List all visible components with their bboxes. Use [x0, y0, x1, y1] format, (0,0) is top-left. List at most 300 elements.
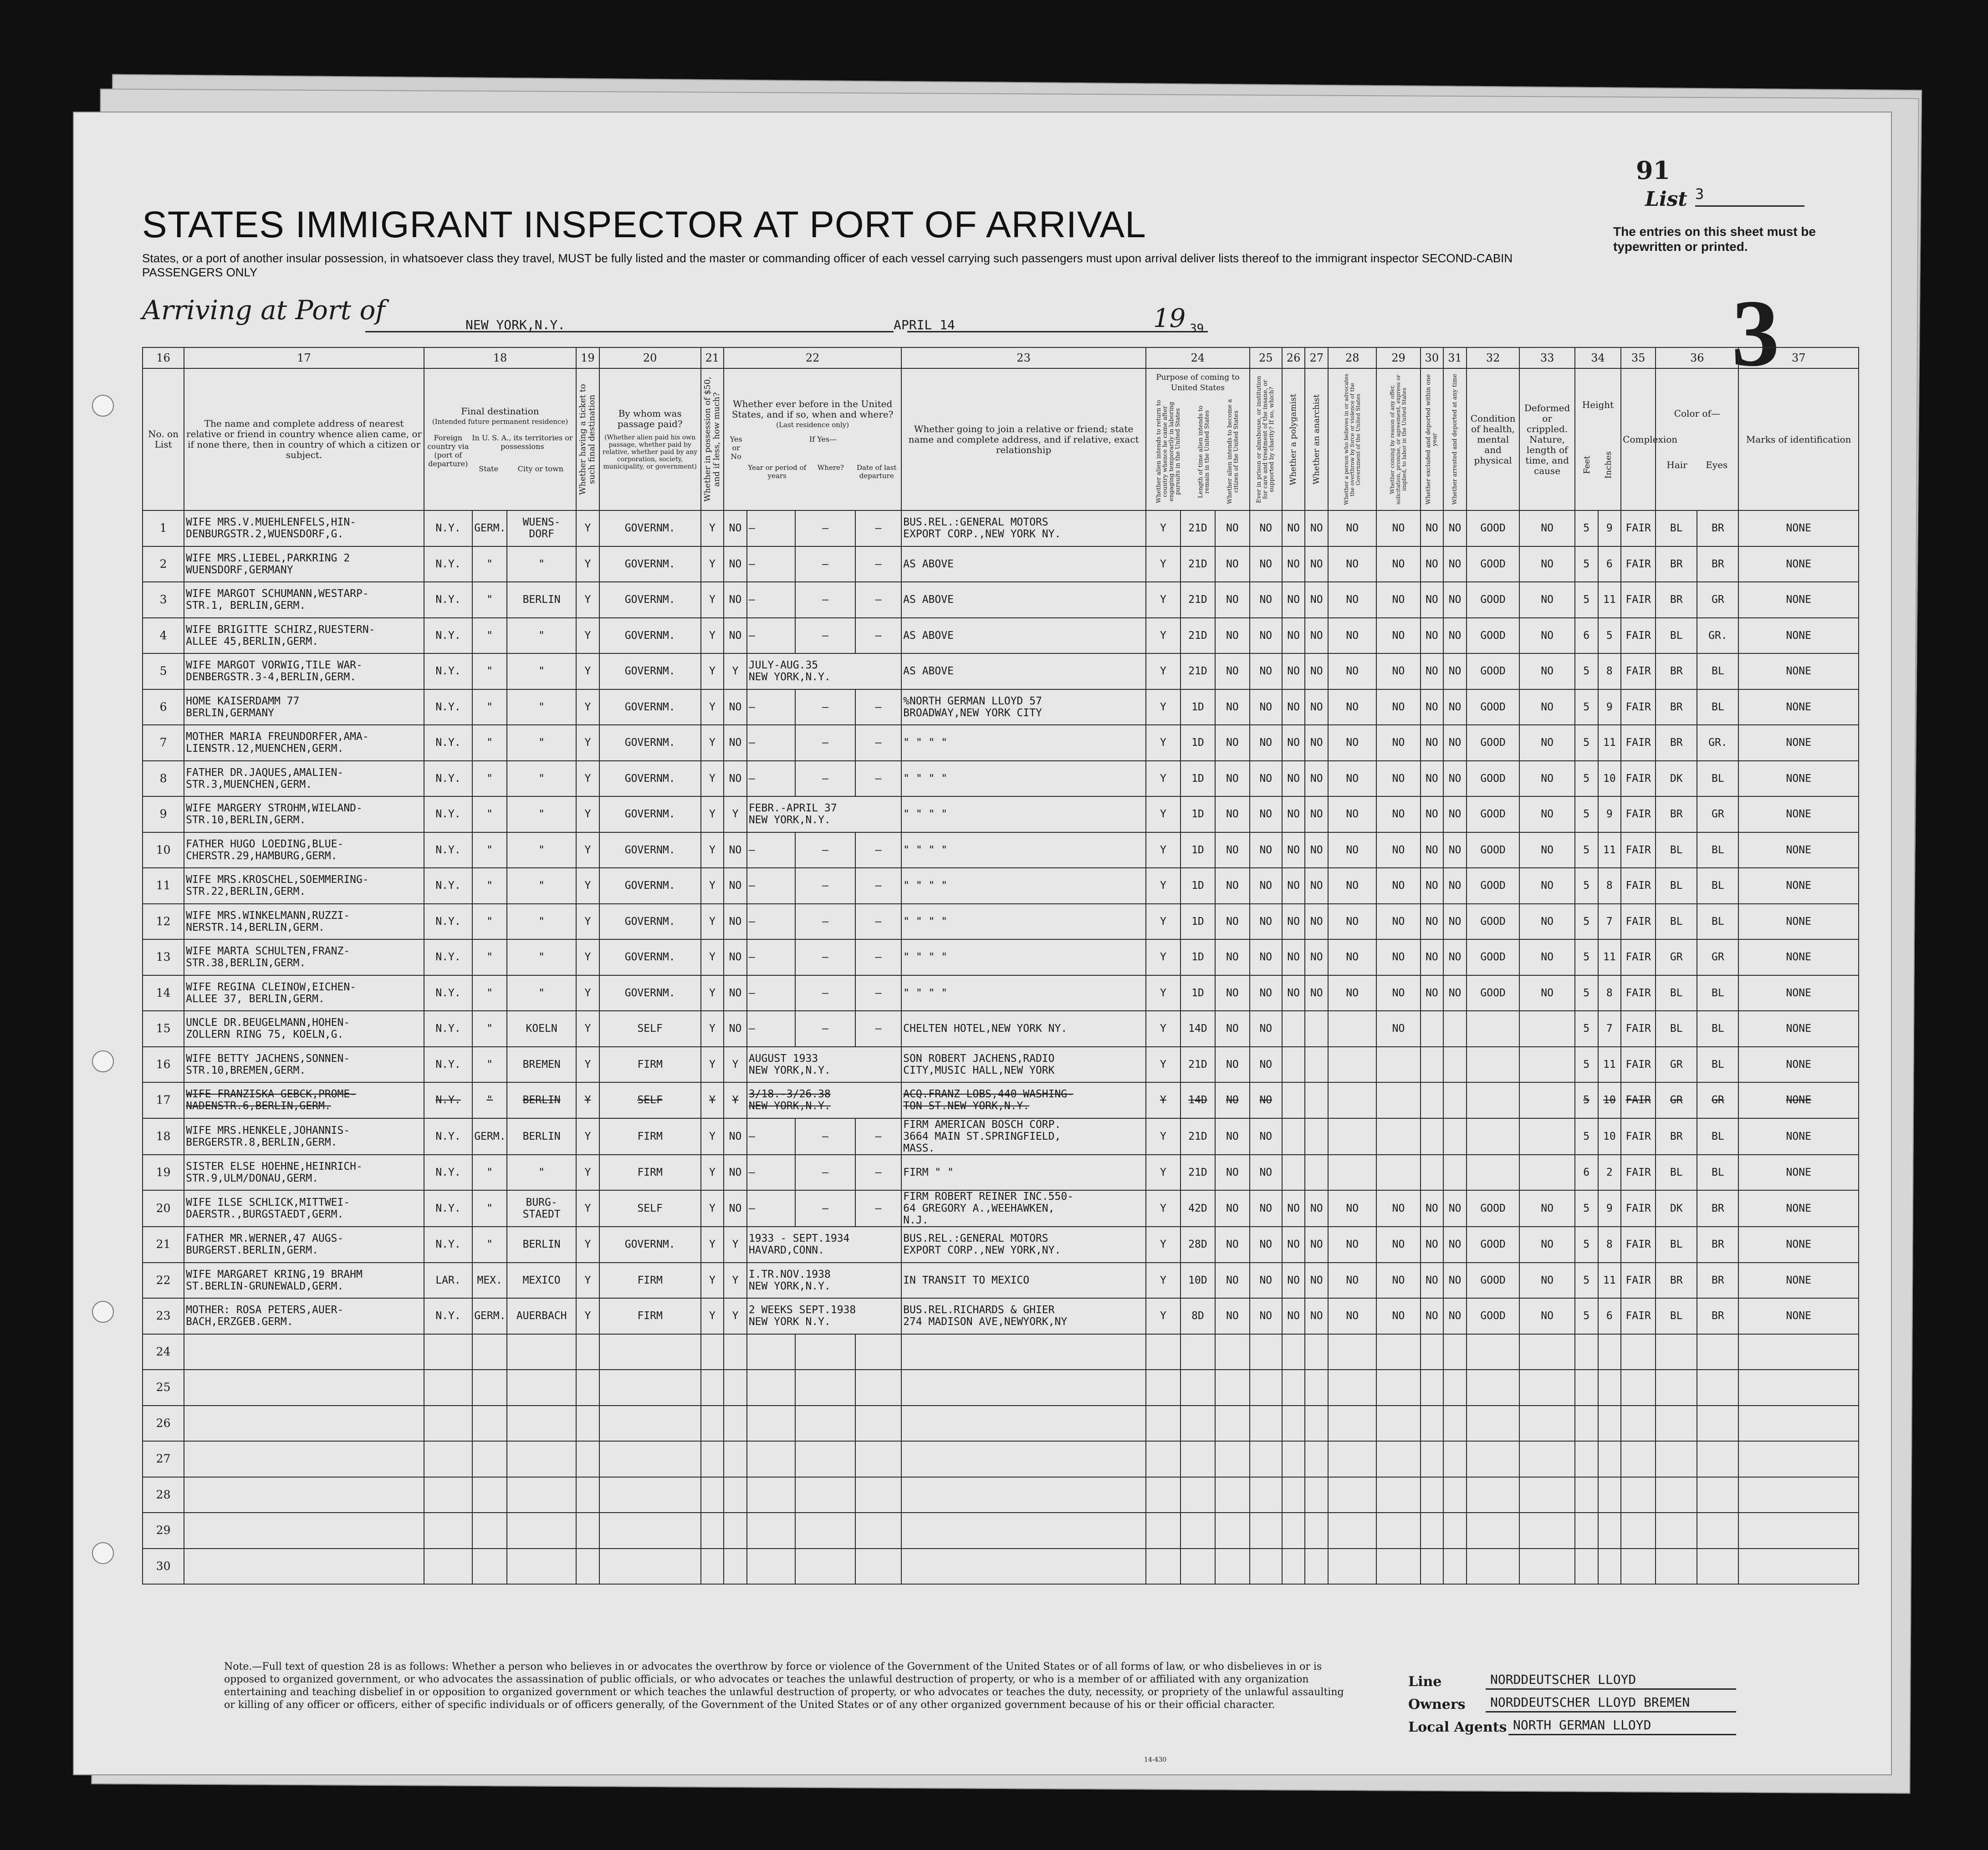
cell-prison: NO	[1250, 1118, 1282, 1155]
cell-date-departure: –	[855, 725, 901, 761]
cell-been-before: Y	[724, 1298, 747, 1334]
cell-foreign-country: N.Y.	[424, 653, 472, 689]
cell-date-departure	[855, 1477, 901, 1513]
cell-foreign-country: N.Y.	[424, 904, 472, 940]
cell-destination-state: "	[472, 689, 507, 725]
cell-been-before: NO	[724, 832, 747, 868]
cell-destination-state: GERM.	[472, 1298, 507, 1334]
cell-fifty-dollars: Y	[701, 546, 724, 582]
cell-purpose-length	[1181, 1513, 1215, 1549]
cell-purpose-citizen	[1215, 1406, 1250, 1442]
cell-destination-state	[472, 1334, 507, 1370]
cell-date-departure	[855, 1441, 901, 1477]
cell-eye-color: BR	[1697, 1263, 1738, 1299]
cell-year-period: –	[747, 1118, 795, 1155]
cell-joining: FIRM AMERICAN BOSCH CORP. 3664 MAIN ST.SPRINGFIELD, MASS.	[901, 1118, 1146, 1155]
cell-purpose-citizen: NO	[1215, 1298, 1250, 1334]
cell-destination-city: "	[507, 653, 576, 689]
cell-been-before: NO	[724, 510, 747, 546]
cell-ticket: Y	[576, 1263, 599, 1299]
cell-arrested	[1443, 1549, 1467, 1585]
cell-excluded	[1421, 1513, 1444, 1549]
cell-year-period: –	[747, 1155, 795, 1191]
column-number: 24	[1146, 347, 1250, 368]
arrival-port: NEW YORK,N.Y.	[465, 317, 566, 332]
cell-passage-paid-by: GOVERNM.	[599, 904, 701, 940]
cell-health: GOOD	[1467, 725, 1519, 761]
cell-ticket: Y	[576, 796, 599, 832]
cell-foreign-country	[424, 1513, 472, 1549]
cell-relative-address: FATHER MR.WERNER,47 AUGS- BURGERST.BERLIN,GERM.	[184, 1227, 424, 1263]
cell-height-feet: 5	[1575, 546, 1598, 582]
cell-deformed	[1519, 1155, 1575, 1191]
binder-hole-icon	[92, 395, 114, 417]
cell-joining: " " " "	[901, 939, 1146, 975]
cell-height-inches: 9	[1598, 689, 1621, 725]
cell-fifty-dollars: Y	[701, 725, 724, 761]
header-purpose	[1146, 368, 1250, 510]
cell-destination-city: "	[507, 975, 576, 1011]
header-where: Where?	[817, 464, 844, 472]
table-row	[143, 1441, 1859, 1477]
cell-relative-address: WIFE MARGARET KRING,19 BRAHM ST.BERLIN-GRUNEWALD,GERM.	[184, 1263, 424, 1299]
cell-hair-color: BL	[1656, 832, 1697, 868]
column-number: 27	[1305, 347, 1328, 368]
column-number: 21	[701, 347, 724, 368]
cell-complexion: FAIR	[1621, 832, 1656, 868]
table-row	[143, 689, 1859, 725]
cell-arrested	[1443, 1011, 1467, 1047]
cell-date-departure: –	[855, 510, 901, 546]
cell-relative-address: WIFE MRS.V.MUEHLENFELS,HIN- DENBURGSTR.2,WUENSDORF,G.	[184, 510, 424, 546]
cell-labor-offer: NO	[1376, 618, 1420, 654]
cell-overthrow	[1328, 1549, 1376, 1585]
cell-overthrow: NO	[1328, 761, 1376, 797]
cell-arrested: NO	[1443, 975, 1467, 1011]
cell-polygamist: NO	[1282, 904, 1305, 940]
cell-relative-address: WIFE MARGOT SCHUMANN,WESTARP- STR.1, BERLIN,GERM.	[184, 582, 424, 618]
header-passage-paid	[599, 368, 701, 510]
cell-labor-offer: NO	[1376, 1263, 1420, 1299]
header-final-destination	[424, 368, 576, 510]
cell-passage-paid-by: GOVERNM.	[599, 510, 701, 546]
cell-eye-color: BR	[1697, 1298, 1738, 1334]
cell-overthrow	[1328, 1334, 1376, 1370]
cell-list-number: 27	[143, 1441, 184, 1477]
cell-height-feet: 5	[1575, 653, 1598, 689]
cell-health	[1467, 1370, 1519, 1406]
cell-destination-state	[472, 1477, 507, 1513]
cell-where: –	[795, 1011, 855, 1047]
cell-anarchist	[1305, 1047, 1328, 1083]
table-row	[143, 1118, 1859, 1155]
cell-list-number: 23	[143, 1298, 184, 1334]
cell-list-number: 20	[143, 1190, 184, 1227]
cell-complexion: FAIR	[1621, 761, 1656, 797]
cell-destination-state: "	[472, 868, 507, 904]
cell-relative-address: SISTER ELSE HOEHNE,HEINRICH- STR.9,ULM/DONAU,GERM.	[184, 1155, 424, 1191]
cell-relative-address: WIFE ILSE SCHLICK,MITTWEI- DAERSTR.,BURGSTAEDT,GERM.	[184, 1190, 424, 1227]
cell-health: GOOD	[1467, 510, 1519, 546]
cell-anarchist: NO	[1305, 904, 1328, 940]
cell-been-before: NO	[724, 725, 747, 761]
cell-joining	[901, 1549, 1146, 1585]
cell-hair-color: BR	[1656, 546, 1697, 582]
cell-purpose-length: 21D	[1181, 653, 1215, 689]
cell-deformed: NO	[1519, 510, 1575, 546]
cell-health	[1467, 1513, 1519, 1549]
cell-eye-color: BL	[1697, 904, 1738, 940]
manifest-table	[142, 347, 1859, 1585]
cell-prison	[1250, 1441, 1282, 1477]
cell-labor-offer: NO	[1376, 832, 1420, 868]
cell-overthrow: NO	[1328, 832, 1376, 868]
cell-anarchist: NO	[1305, 653, 1328, 689]
cell-height-inches	[1598, 1549, 1621, 1585]
cell-polygamist	[1282, 1441, 1305, 1477]
cell-hair-color: DK	[1656, 1190, 1697, 1227]
cell-eye-color: BR	[1697, 1227, 1738, 1263]
cell-list-number: 1	[143, 510, 184, 546]
cell-purpose-length: 21D	[1181, 618, 1215, 654]
cell-deformed	[1519, 1370, 1575, 1406]
cell-ticket: Y	[576, 1227, 599, 1263]
cell-destination-state	[472, 1549, 507, 1585]
cell-overthrow: NO	[1328, 939, 1376, 975]
cell-height-feet: 5	[1575, 761, 1598, 797]
cell-fifty-dollars	[701, 1406, 724, 1442]
cell-purpose-citizen: NO	[1215, 1155, 1250, 1191]
cell-height-inches: 8	[1598, 653, 1621, 689]
cell-year-period: –	[747, 1011, 795, 1047]
form-code: 14-430	[1144, 1756, 1167, 1763]
cell-prison	[1250, 1370, 1282, 1406]
cell-purpose-length: 1D	[1181, 868, 1215, 904]
cell-complexion: FAIR	[1621, 1298, 1656, 1334]
cell-hair-color: BL	[1656, 618, 1697, 654]
cell-passage-paid-by: GOVERNM.	[599, 868, 701, 904]
cell-height-inches: 9	[1598, 796, 1621, 832]
cell-destination-state	[472, 1513, 507, 1549]
cell-marks: NONE	[1738, 1047, 1859, 1083]
cell-overthrow: NO	[1328, 725, 1376, 761]
cell-fifty-dollars: Y	[701, 796, 724, 832]
cell-list-number: 13	[143, 939, 184, 975]
cell-year-period	[747, 1406, 795, 1442]
cell-purpose-citizen: NO	[1215, 725, 1250, 761]
cell-year-period: I.TR.NOV.1938 NEW YORK,N.Y.	[747, 1263, 901, 1299]
cell-purpose-citizen	[1215, 1441, 1250, 1477]
cell-excluded	[1421, 1406, 1444, 1442]
line-label: Line	[1408, 1674, 1442, 1690]
cell-list-number: 7	[143, 725, 184, 761]
cell-labor-offer	[1376, 1047, 1420, 1083]
cell-year-period: –	[747, 761, 795, 797]
cell-passage-paid-by: GOVERNM.	[599, 796, 701, 832]
cell-purpose-length: 1D	[1181, 832, 1215, 868]
cell-year-period: 2 WEEKS SEPT.1938 NEW YORK N.Y.	[747, 1298, 901, 1334]
cell-fifty-dollars: Y	[701, 653, 724, 689]
cell-purpose-citizen: NO	[1215, 1047, 1250, 1083]
column-number: 28	[1328, 347, 1376, 368]
cell-eye-color: GR.	[1697, 618, 1738, 654]
cell-destination-city: "	[507, 546, 576, 582]
cell-eye-color: GR	[1697, 796, 1738, 832]
header-year-period: Year or period of years	[748, 464, 807, 480]
table-row	[143, 1227, 1859, 1263]
cell-anarchist: NO	[1305, 510, 1328, 546]
cell-marks	[1738, 1477, 1859, 1513]
cell-height-feet: 5	[1575, 582, 1598, 618]
cell-hair-color: BR	[1656, 1263, 1697, 1299]
cell-foreign-country: N.Y.	[424, 761, 472, 797]
cell-been-before	[724, 1513, 747, 1549]
cell-complexion: FAIR	[1621, 546, 1656, 582]
cell-hair-color: BL	[1656, 975, 1697, 1011]
cell-purpose-length: 1D	[1181, 761, 1215, 797]
cell-purpose-return: Y	[1146, 546, 1181, 582]
cell-ticket: Y	[576, 832, 599, 868]
cell-anarchist: NO	[1305, 1298, 1328, 1334]
agents-value: NORTH GERMAN LLOYD	[1508, 1717, 1736, 1735]
year-prefix: 19	[1153, 304, 1186, 333]
cell-purpose-return: Y	[1146, 761, 1181, 797]
cell-marks: NONE	[1738, 1155, 1859, 1191]
cell-year-period: –	[747, 939, 795, 975]
cell-destination-state: "	[472, 939, 507, 975]
cell-year-period: –	[747, 904, 795, 940]
cell-ticket: Y	[576, 582, 599, 618]
cell-overthrow: NO	[1328, 975, 1376, 1011]
cell-health: GOOD	[1467, 546, 1519, 582]
cell-excluded	[1421, 1155, 1444, 1191]
cell-prison	[1250, 1549, 1282, 1585]
cell-destination-city	[507, 1549, 576, 1585]
cell-purpose-length	[1181, 1334, 1215, 1370]
cell-height-feet: 5	[1575, 1298, 1598, 1334]
cell-anarchist	[1305, 1477, 1328, 1513]
cell-destination-city	[507, 1370, 576, 1406]
cell-fifty-dollars: Y	[701, 1190, 724, 1227]
cell-foreign-country	[424, 1334, 472, 1370]
cell-purpose-return: Y	[1146, 1190, 1181, 1227]
cell-polygamist	[1282, 1082, 1305, 1118]
cell-passage-paid-by: SELF	[599, 1082, 701, 1118]
cell-anarchist: NO	[1305, 939, 1328, 975]
cell-height-inches	[1598, 1406, 1621, 1442]
column-number: 37	[1738, 347, 1859, 368]
cell-health: GOOD	[1467, 832, 1519, 868]
cell-polygamist: NO	[1282, 761, 1305, 797]
cell-ticket: Y	[576, 868, 599, 904]
cell-purpose-return: Y	[1146, 689, 1181, 725]
cell-labor-offer: NO	[1376, 1011, 1420, 1047]
cell-purpose-citizen: NO	[1215, 939, 1250, 975]
cell-purpose-length: 10D	[1181, 1263, 1215, 1299]
cell-height-inches	[1598, 1370, 1621, 1406]
cell-foreign-country: N.Y.	[424, 725, 472, 761]
cell-labor-offer	[1376, 1441, 1420, 1477]
cell-relative-address: HOME KAISERDAMM 77 BERLIN,GERMANY	[184, 689, 424, 725]
cell-prison: NO	[1250, 725, 1282, 761]
cell-list-number: 30	[143, 1549, 184, 1585]
cell-list-number: 15	[143, 1011, 184, 1047]
before-label: Whether ever before in the United States, and if so, when and where?	[731, 398, 894, 420]
form-title: STATES IMMIGRANT INSPECTOR AT PORT OF ARRIVAL	[142, 204, 1146, 245]
cell-destination-state	[472, 1441, 507, 1477]
cell-where: –	[795, 868, 855, 904]
cell-foreign-country: N.Y.	[424, 1190, 472, 1227]
cell-fifty-dollars	[701, 1334, 724, 1370]
cell-year-period: –	[747, 1190, 795, 1227]
table-row	[143, 1406, 1859, 1442]
cell-passage-paid-by: GOVERNM.	[599, 546, 701, 582]
cell-arrested: NO	[1443, 546, 1467, 582]
cell-complexion: FAIR	[1621, 1190, 1656, 1227]
cell-overthrow: NO	[1328, 582, 1376, 618]
cell-complexion: FAIR	[1621, 796, 1656, 832]
cell-anarchist	[1305, 1370, 1328, 1406]
cell-date-departure: –	[855, 1118, 901, 1155]
cell-marks: NONE	[1738, 510, 1859, 546]
cell-excluded: NO	[1421, 796, 1444, 832]
cell-purpose-return	[1146, 1549, 1181, 1585]
cell-complexion: FAIR	[1621, 1047, 1656, 1083]
cell-fifty-dollars	[701, 1549, 724, 1585]
cell-labor-offer	[1376, 1406, 1420, 1442]
cell-ticket: Y	[576, 904, 599, 940]
cell-been-before: NO	[724, 868, 747, 904]
cell-where: –	[795, 761, 855, 797]
cell-list-number: 18	[143, 1118, 184, 1155]
cell-deformed	[1519, 1406, 1575, 1442]
cell-purpose-length: 14D	[1181, 1082, 1215, 1118]
cell-destination-state: "	[472, 1082, 507, 1118]
cell-purpose-return: Y	[1146, 510, 1181, 546]
cell-date-departure	[855, 1334, 901, 1370]
cell-ticket	[576, 1334, 599, 1370]
cell-passage-paid-by: GOVERNM.	[599, 1227, 701, 1263]
column-number: 36	[1656, 347, 1738, 368]
cell-marks: NONE	[1738, 1227, 1859, 1263]
cell-health	[1467, 1082, 1519, 1118]
cell-complexion: FAIR	[1621, 1227, 1656, 1263]
header-height	[1575, 368, 1621, 510]
column-number: 16	[143, 347, 184, 368]
cell-deformed: NO	[1519, 761, 1575, 797]
cell-eye-color: BL	[1697, 1118, 1738, 1155]
cell-excluded: NO	[1421, 939, 1444, 975]
cell-where	[795, 1370, 855, 1406]
final-destination-sub: (Intended future permanent residence)	[432, 417, 568, 426]
cell-labor-offer	[1376, 1513, 1420, 1549]
cell-polygamist: NO	[1282, 618, 1305, 654]
cell-anarchist	[1305, 1406, 1328, 1442]
header-join-relative: Whether going to join a relative or friend; state name and complete address, and if relative, exact relationship	[901, 368, 1146, 510]
cell-hair-color: GR	[1656, 1047, 1697, 1083]
cell-labor-offer: NO	[1376, 1227, 1420, 1263]
cell-list-number: 3	[143, 582, 184, 618]
cell-excluded: NO	[1421, 1190, 1444, 1227]
cell-deformed: NO	[1519, 1190, 1575, 1227]
cell-labor-offer	[1376, 1082, 1420, 1118]
column-number: 30	[1421, 347, 1444, 368]
cell-purpose-length: 21D	[1181, 1118, 1215, 1155]
cell-list-number: 17	[143, 1082, 184, 1118]
cell-complexion	[1621, 1477, 1656, 1513]
cell-purpose-return: Y	[1146, 618, 1181, 654]
cell-eye-color: BR	[1697, 546, 1738, 582]
cell-excluded: NO	[1421, 975, 1444, 1011]
cell-height-inches: 8	[1598, 868, 1621, 904]
cell-fifty-dollars: Y	[701, 1118, 724, 1155]
cell-ticket	[576, 1477, 599, 1513]
cell-arrested: NO	[1443, 582, 1467, 618]
cell-eye-color: GR	[1697, 582, 1738, 618]
cell-been-before	[724, 1441, 747, 1477]
cell-height-inches: 11	[1598, 1047, 1621, 1083]
cell-marks: NONE	[1738, 1082, 1859, 1118]
header-no-on-list: No. on List	[143, 368, 184, 510]
cell-polygamist: NO	[1282, 1190, 1305, 1227]
cell-destination-state: "	[472, 653, 507, 689]
cell-been-before: Y	[724, 1227, 747, 1263]
cell-year-period	[747, 1477, 795, 1513]
cell-purpose-citizen: NO	[1215, 796, 1250, 832]
cell-destination-state: GERM.	[472, 1118, 507, 1155]
cell-relative-address: WIFE MRS.HENKELE,JOHANNIS- BERGERSTR.8,BERLIN,GERM.	[184, 1118, 424, 1155]
cell-height-inches: 8	[1598, 975, 1621, 1011]
cell-health: GOOD	[1467, 689, 1519, 725]
cell-complexion: FAIR	[1621, 510, 1656, 546]
cell-prison: NO	[1250, 1047, 1282, 1083]
cell-fifty-dollars: Y	[701, 832, 724, 868]
cell-height-inches: 6	[1598, 1298, 1621, 1334]
cell-complexion	[1621, 1370, 1656, 1406]
cell-hair-color: BL	[1656, 904, 1697, 940]
cell-polygamist: NO	[1282, 1263, 1305, 1299]
cell-passage-paid-by: GOVERNM.	[599, 761, 701, 797]
cell-eye-color: GR	[1697, 939, 1738, 975]
cell-excluded: NO	[1421, 868, 1444, 904]
cell-excluded	[1421, 1118, 1444, 1155]
cell-polygamist: NO	[1282, 832, 1305, 868]
cell-foreign-country	[424, 1549, 472, 1585]
cell-passage-paid-by	[599, 1549, 701, 1585]
cell-excluded	[1421, 1441, 1444, 1477]
cell-purpose-citizen: NO	[1215, 975, 1250, 1011]
cell-marks: NONE	[1738, 975, 1859, 1011]
cell-passage-paid-by: FIRM	[599, 1263, 701, 1299]
table-row	[143, 1549, 1859, 1585]
cell-height-feet: 5	[1575, 1118, 1598, 1155]
cell-hair-color: BL	[1656, 510, 1697, 546]
cell-purpose-return	[1146, 1513, 1181, 1549]
table-row	[143, 1334, 1859, 1370]
cell-height-inches: 7	[1598, 904, 1621, 940]
cell-deformed: NO	[1519, 618, 1575, 654]
header-overthrow: Whether a person who believes in or advocates the overthrow by force or violence of the Government of the United States	[1328, 368, 1376, 510]
cell-height-inches	[1598, 1477, 1621, 1513]
cell-overthrow	[1328, 1011, 1376, 1047]
cell-hair-color	[1656, 1370, 1697, 1406]
form-instructions: States, or a port of another insular possession, in whatsoever class they travel, MUST be fully listed and the master or commanding officer of each vessel carrying such passengers must upon arrival deliver lists thereof to the immigrant inspector SECOND-CABIN PASSENGERS ONLY	[142, 251, 1513, 279]
cell-labor-offer: NO	[1376, 796, 1420, 832]
cell-purpose-return: Y	[1146, 939, 1181, 975]
cell-excluded: NO	[1421, 832, 1444, 868]
cell-anarchist: NO	[1305, 868, 1328, 904]
table-row	[143, 832, 1859, 868]
